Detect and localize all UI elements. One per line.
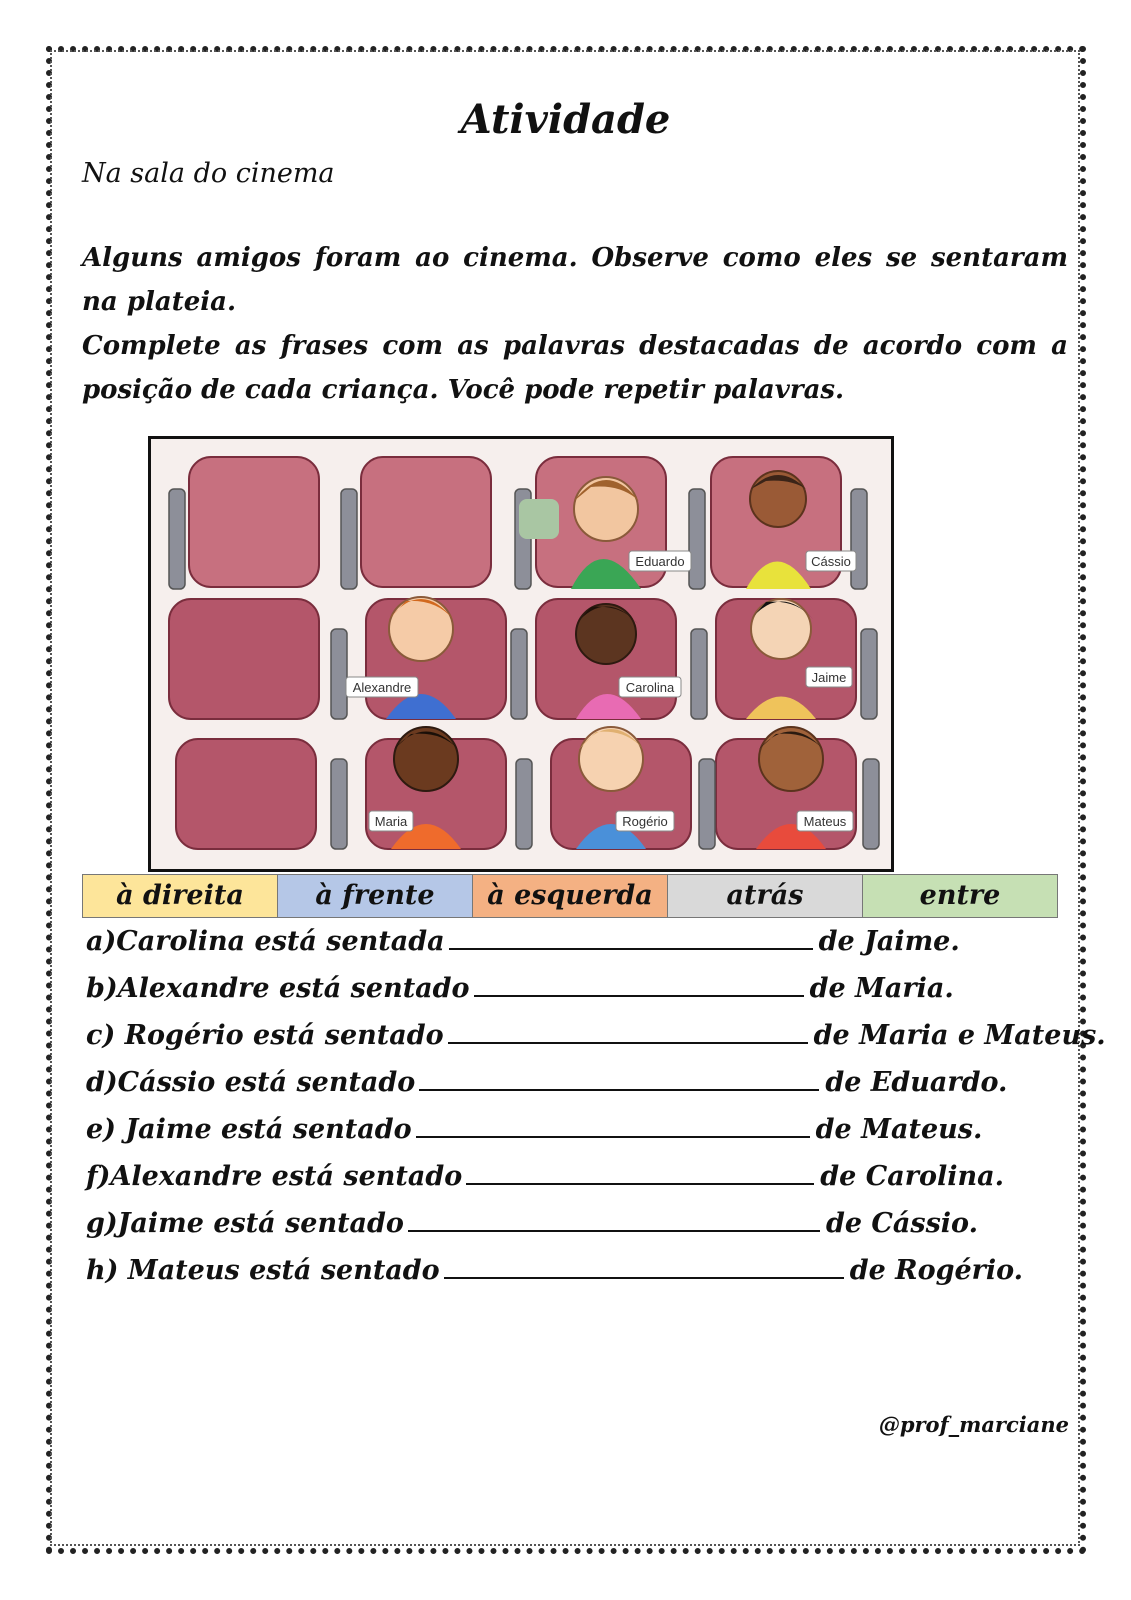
question-h-prefix: h) Mateus está sentado bbox=[86, 1255, 440, 1286]
name-maria: Maria bbox=[374, 814, 408, 829]
answer-blank-h[interactable] bbox=[444, 1247, 844, 1279]
name-jaime: Jaime bbox=[811, 670, 847, 685]
question-d-suffix: de Eduardo. bbox=[825, 1067, 1008, 1098]
question-c-suffix: de Maria e Mateus. bbox=[813, 1020, 1106, 1051]
question-b-suffix: de Maria. bbox=[809, 973, 954, 1004]
question-d bbox=[86, 1059, 1076, 1106]
name-mateus: Mateus bbox=[803, 814, 847, 829]
cinema-seats-drawing bbox=[151, 439, 891, 869]
question-a-suffix: de Jaime. bbox=[818, 926, 960, 957]
answer-blank-b[interactable] bbox=[474, 965, 804, 997]
answer-blank-g[interactable] bbox=[408, 1200, 820, 1232]
page-title: Atividade bbox=[460, 96, 671, 143]
name-cassio: Cássio bbox=[811, 554, 851, 569]
word-entre: entre bbox=[863, 875, 1057, 917]
question-f-suffix: de Carolina. bbox=[820, 1161, 1005, 1192]
question-a bbox=[86, 918, 1076, 965]
answer-blank-e[interactable] bbox=[416, 1106, 810, 1138]
author-credit: @prof_marciane bbox=[878, 1412, 1069, 1437]
name-tag-eduardo bbox=[629, 551, 691, 571]
name-tag-rogerio bbox=[616, 811, 674, 831]
answer-blank-f[interactable] bbox=[466, 1153, 814, 1185]
question-d-prefix: d)Cássio está sentado bbox=[86, 1067, 416, 1098]
name-tag-maria bbox=[369, 811, 413, 831]
question-c-prefix: c) Rogério está sentado bbox=[86, 1020, 444, 1051]
answer-blank-d[interactable] bbox=[419, 1059, 819, 1091]
name-tag-jaime bbox=[806, 667, 852, 687]
question-c bbox=[86, 1012, 1106, 1059]
question-g bbox=[86, 1200, 1076, 1247]
answer-blank-c[interactable] bbox=[448, 1012, 808, 1044]
word-bank bbox=[82, 874, 1058, 918]
question-h bbox=[86, 1247, 1076, 1294]
question-g-prefix: g)Jaime está sentado bbox=[86, 1208, 404, 1239]
page-subtitle: Na sala do cinema bbox=[82, 158, 335, 189]
word-a-esquerda: à esquerda bbox=[473, 875, 668, 917]
name-rogerio: Rogério bbox=[622, 814, 668, 829]
name-carolina: Carolina bbox=[625, 680, 675, 695]
word-a-direita: à direita bbox=[83, 875, 278, 917]
name-eduardo: Eduardo bbox=[635, 554, 685, 569]
name-tag-mateus bbox=[797, 811, 853, 831]
name-tag-carolina bbox=[619, 677, 681, 697]
question-list bbox=[86, 918, 1106, 1294]
question-f bbox=[86, 1153, 1076, 1200]
word-a-frente: à frente bbox=[278, 875, 473, 917]
question-e-prefix: e) Jaime está sentado bbox=[86, 1114, 412, 1145]
question-e bbox=[86, 1106, 1076, 1153]
instruction-line-1: Alguns amigos foram ao cinema. Observe como eles se sentaram na plateia. bbox=[82, 243, 1068, 317]
instructions bbox=[82, 236, 1068, 412]
question-b-prefix: b)Alexandre está sentado bbox=[86, 973, 470, 1004]
question-b bbox=[86, 965, 1076, 1012]
question-f-prefix: f)Alexandre está sentado bbox=[86, 1161, 463, 1192]
name-tag-alexandre bbox=[346, 677, 418, 697]
cinema-illustration bbox=[148, 436, 894, 872]
name-tag-cassio bbox=[806, 551, 856, 571]
question-h-suffix: de Rogério. bbox=[849, 1255, 1024, 1286]
instruction-line-2: Complete as frases com as palavras destacadas de acordo com a posição de cada criança. Você pode repetir palavras. bbox=[82, 331, 1068, 405]
name-alexandre: Alexandre bbox=[352, 680, 412, 695]
question-a-prefix: a)Carolina está sentada bbox=[86, 926, 445, 957]
word-atras: atrás bbox=[668, 875, 863, 917]
question-e-suffix: de Mateus. bbox=[815, 1114, 983, 1145]
question-g-suffix: de Cássio. bbox=[825, 1208, 978, 1239]
answer-blank-a[interactable] bbox=[449, 918, 813, 950]
